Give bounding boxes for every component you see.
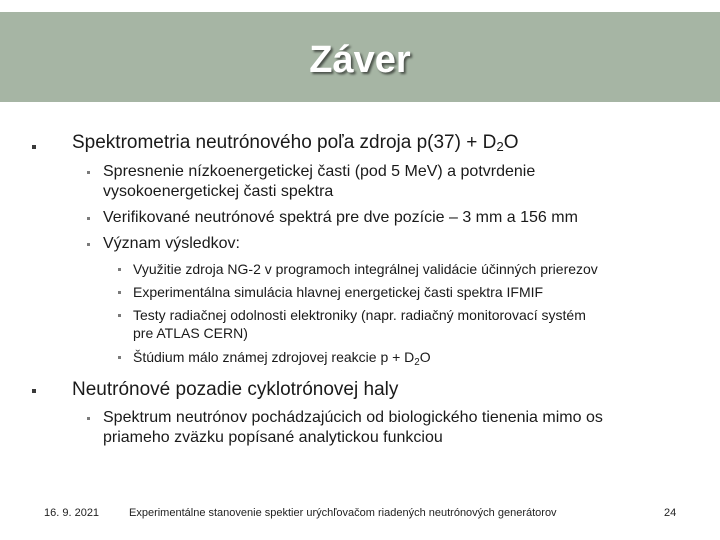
bullet-level2-significance: Význam výsledkov: xyxy=(103,235,240,252)
bullet-text-tail: O xyxy=(503,132,519,153)
bullet-marker xyxy=(118,268,121,271)
slide-title: Záver xyxy=(309,39,411,81)
bullet-level3-ifmif: Experimentálna simulácia hlavnej energetickej časti spektra IFMIF xyxy=(133,284,544,300)
bullet-text-tail: O xyxy=(419,349,431,365)
bullet-line: priameho zväzku popísané analytickou funkciou xyxy=(103,429,443,446)
footer-date: 16. 9. 2021 xyxy=(44,507,100,519)
bullet-marker xyxy=(118,291,121,294)
bullet-level3-radiation-tests xyxy=(133,306,586,342)
title-banner xyxy=(0,12,720,102)
bullet-text: Štúdium málo známej zdrojovej reakcie p + D xyxy=(133,349,415,365)
footer-caption: Experimentálne stanovenie spektier urýchľovačom riadených neutrónových generátorov xyxy=(129,507,557,519)
bullet-level2-refinement xyxy=(103,162,535,202)
page-number: 24 xyxy=(664,507,677,519)
bullet-level2-spectrum xyxy=(103,408,603,448)
bullet-line: Spektrum neutrónov pochádzajúcich od biologického tienenia mimo os xyxy=(103,409,603,426)
bullet-level2-verified: Verifikované neutrónové spektrá pre dve pozície – 3 mm a 156 mm xyxy=(103,209,578,226)
bullet-marker xyxy=(87,417,90,420)
bullet-line: pre ATLAS CERN) xyxy=(133,325,248,341)
bullet-marker xyxy=(87,217,90,220)
bullet-marker xyxy=(87,171,90,174)
bullet-level1-background: Neutrónové pozadie cyklotrónovej haly xyxy=(72,379,399,400)
subscript: 2 xyxy=(496,139,504,154)
bullet-marker xyxy=(32,389,36,393)
bullet-level1-spectrometry xyxy=(72,132,519,154)
bullet-marker xyxy=(32,145,36,149)
bullet-line: Testy radiačnej odolnosti elektroniky (napr. radiačný monitorovací systém xyxy=(133,307,586,323)
bullet-level3-reaction-study xyxy=(133,348,431,366)
bullet-line: vysokoenergetickej časti spektra xyxy=(103,183,334,200)
bullet-marker xyxy=(87,243,90,246)
bullet-line: Spresnenie nízkoenergetickej časti (pod 5 MeV) a potvrdenie xyxy=(103,163,536,180)
bullet-text: Spektrometria neutrónového poľa zdroja p(37) + D xyxy=(72,132,497,153)
bullet-level3-ng2: Využitie zdroja NG-2 v programoch integrálnej validácie účinných prierezov xyxy=(133,261,598,277)
bullet-marker xyxy=(118,314,121,317)
subscript: 2 xyxy=(414,357,420,368)
bullet-marker xyxy=(118,356,121,359)
